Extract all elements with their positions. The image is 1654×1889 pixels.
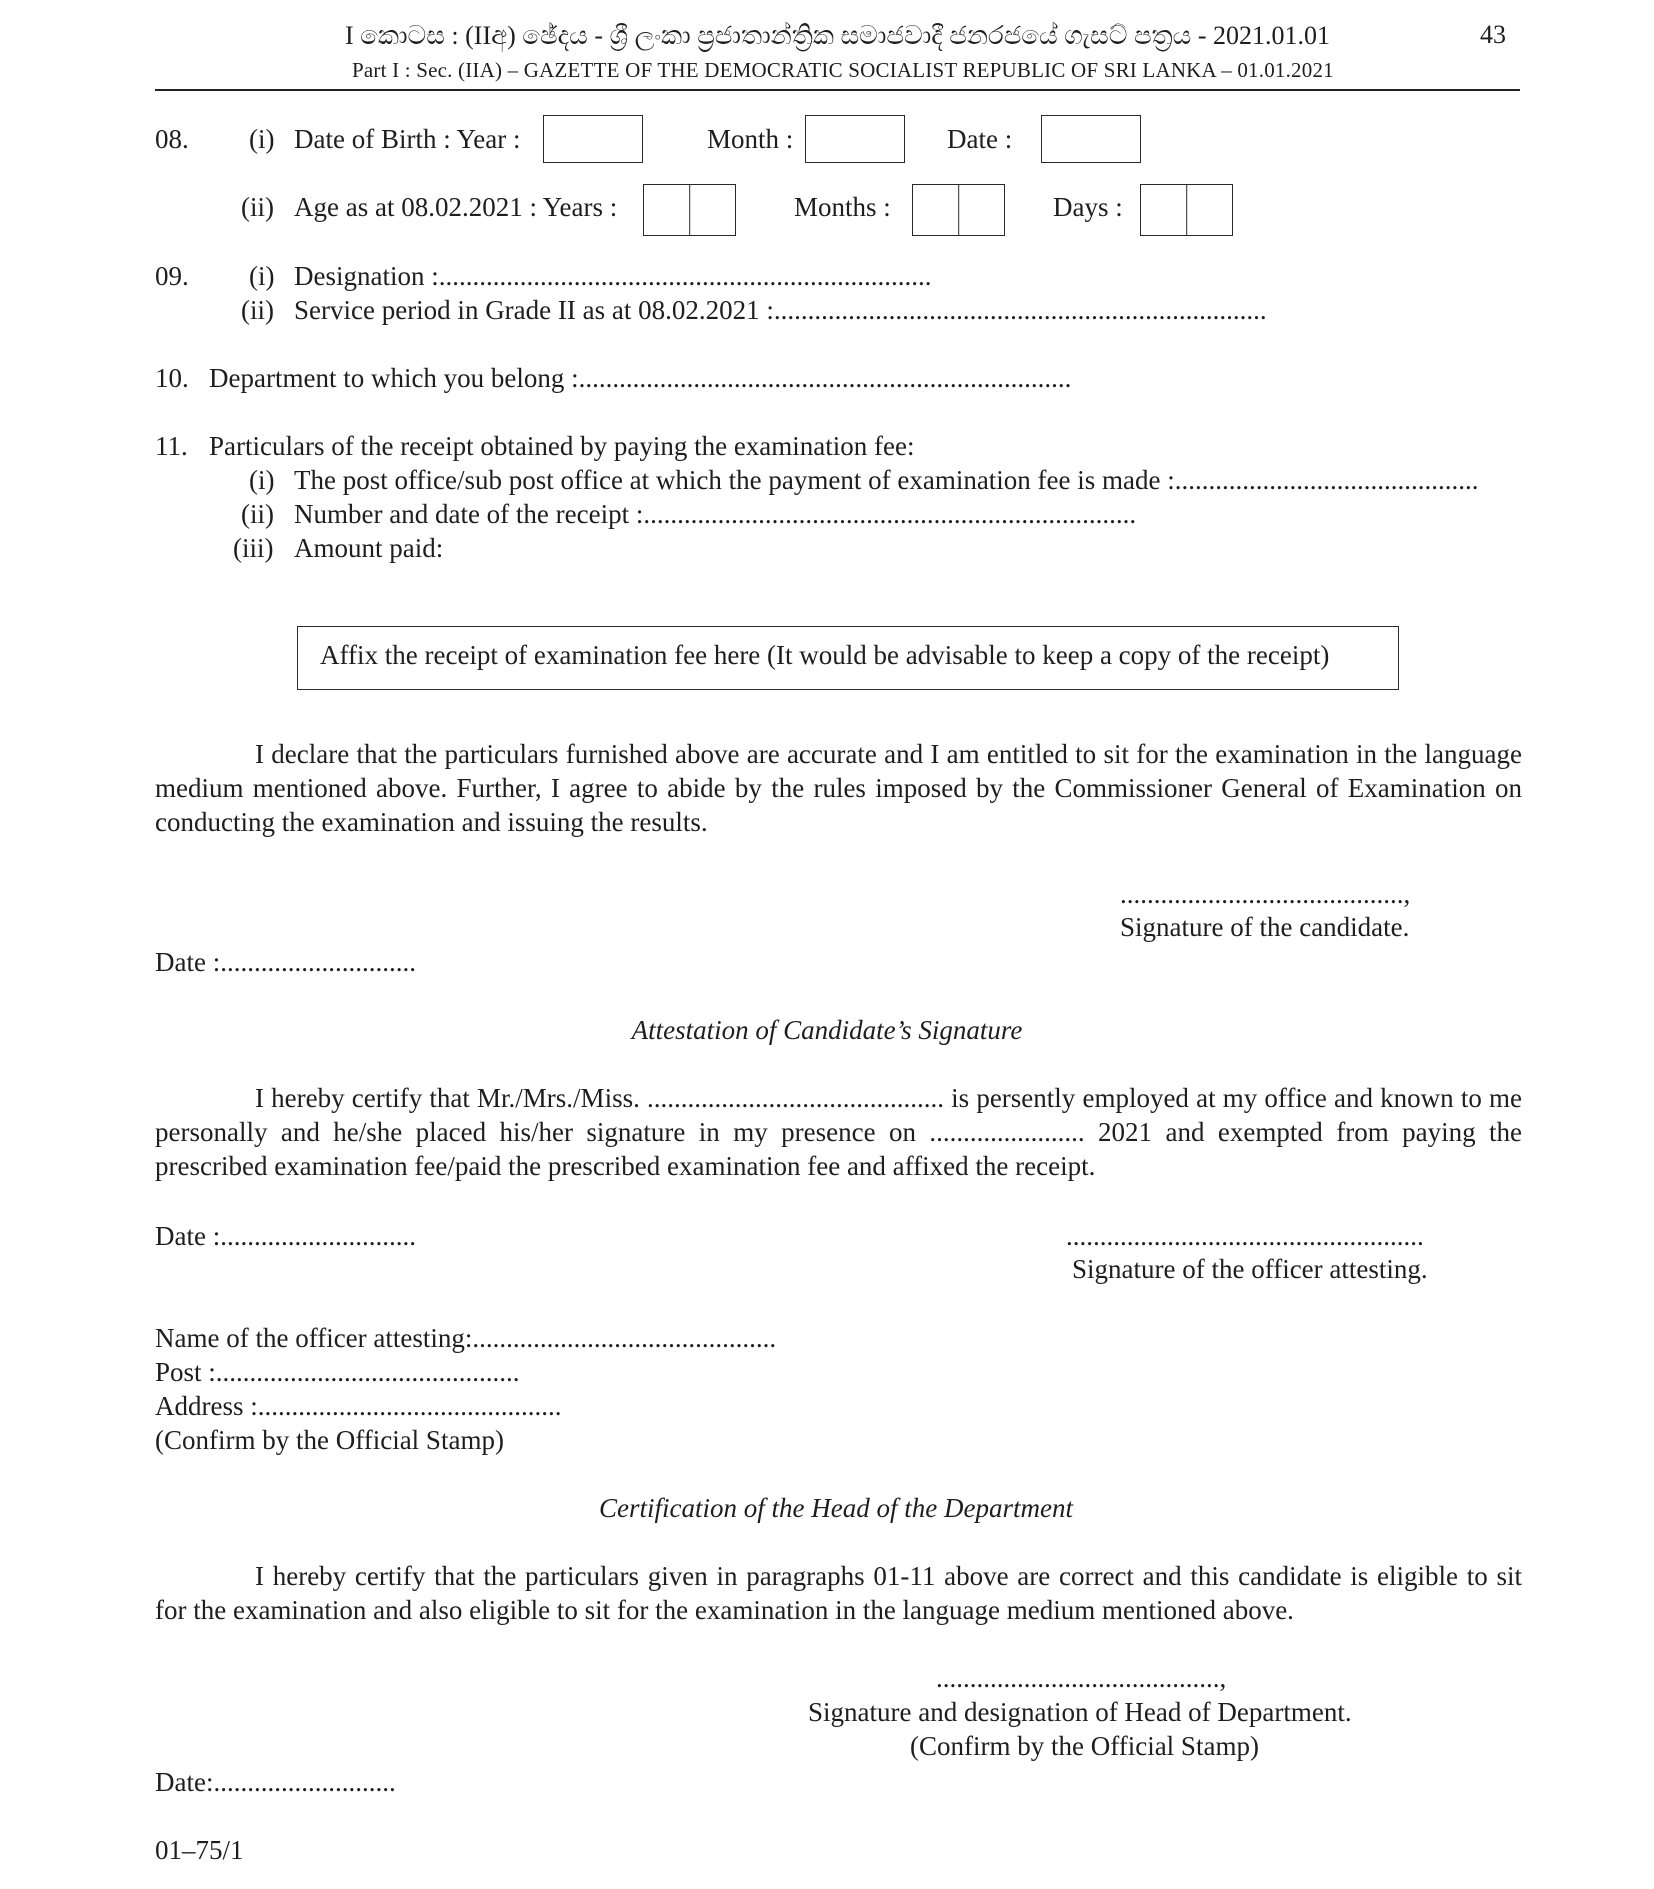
item-11-i-marker: (i) xyxy=(249,465,275,495)
candidate-signature-line[interactable]: .........................................., xyxy=(1120,879,1411,909)
item-09-number: 09. xyxy=(155,261,189,291)
birth-date-label: Date : xyxy=(947,124,1013,154)
officer-name-field[interactable]: Name of the officer attesting:............................................. xyxy=(155,1323,777,1353)
age-days-box[interactable] xyxy=(1140,184,1233,236)
attestation-date-field[interactable]: Date :............................. xyxy=(155,1221,416,1251)
certification-paragraph: I hereby certify that the particulars given in paragraphs 01-11 above are correct and this candidate is eligible to sit for the examination and also eligible to sit for the examination in the language medium mentioned above. xyxy=(155,1561,1522,1625)
attestation-stamp-note: (Confirm by the Official Stamp) xyxy=(155,1425,504,1455)
receipt-number-date-field[interactable]: Number and date of the receipt :......................................................................... xyxy=(294,499,1137,529)
item-10-number: 10. xyxy=(155,363,189,393)
item-08-number: 08. xyxy=(155,124,189,154)
candidate-signature-label: Signature of the candidate. xyxy=(1120,912,1410,942)
head-signature-line[interactable]: .........................................., xyxy=(936,1663,1227,1693)
age-label: Age as at 08.02.2021 : Years : xyxy=(294,192,618,222)
age-months-box[interactable] xyxy=(912,184,1005,236)
head-signature-label: Signature and designation of Head of Department. xyxy=(808,1697,1352,1727)
date-of-birth-label: Date of Birth : Year : xyxy=(294,124,521,154)
receipt-affix-instruction: Affix the receipt of examination fee here (It would be advisable to keep a copy of the receipt) xyxy=(320,640,1330,670)
birth-month-label: Month : xyxy=(707,124,794,154)
officer-post-field[interactable]: Post :............................................. xyxy=(155,1357,520,1387)
birth-date-box[interactable] xyxy=(1041,115,1141,163)
page-number: 43 xyxy=(1480,20,1506,49)
gazette-header-sinhala: I කොටස : (IIඅ) ඡේදය - ශ්‍රී ලංකා ප්‍රජාතාන්ත්‍රික සමාජවාදී ජනරජයේ ගැසට් පත්‍රය - 2021.01.01 xyxy=(345,21,1331,50)
item-09-ii-marker: (ii) xyxy=(241,295,274,325)
age-days-label: Days : xyxy=(1053,192,1123,222)
officer-signature-line[interactable]: ..................................................... xyxy=(1066,1221,1424,1251)
head-stamp-note: (Confirm by the Official Stamp) xyxy=(910,1731,1259,1761)
item-09-i-marker: (i) xyxy=(249,261,275,291)
birth-year-box[interactable] xyxy=(543,115,643,163)
item-11-iii-marker: (iii) xyxy=(233,533,274,563)
attestation-heading: Attestation of Candidate’s Signature xyxy=(631,1015,1023,1045)
certification-date-field[interactable]: Date:........................... xyxy=(155,1767,396,1797)
item-11-number: 11. xyxy=(155,431,188,461)
designation-field[interactable]: Designation :......................................................................... xyxy=(294,261,932,291)
service-period-field[interactable]: Service period in Grade II as at 08.02.2021 :......................................................................... xyxy=(294,295,1267,325)
receipt-affix-box[interactable] xyxy=(297,626,1399,690)
item-08-ii-marker: (ii) xyxy=(241,192,274,222)
candidate-date-field[interactable]: Date :............................. xyxy=(155,947,416,977)
amount-paid-field[interactable]: Amount paid: xyxy=(294,533,444,563)
post-office-field[interactable]: The post office/sub post office at which the payment of examination fee is made :............................................. xyxy=(294,465,1479,495)
age-years-box[interactable] xyxy=(643,184,736,236)
footer-code: 01–75/1 xyxy=(155,1835,244,1865)
receipt-particulars-heading: Particulars of the receipt obtained by paying the examination fee: xyxy=(209,431,915,461)
attestation-paragraph: I hereby certify that Mr./Mrs./Miss. ............................................ is persently employed at my office and known to me personally and he/she placed his/her signature in my presence on ....................... 2021 and exempted from paying the prescribed examination fee/paid the prescribed examination fee and affixed the receipt. xyxy=(155,1083,1522,1181)
birth-month-box[interactable] xyxy=(805,115,905,163)
gazette-header-english: Part I : Sec. (IIA) – GAZETTE OF THE DEMOCRATIC SOCIALIST REPUBLIC OF SRI LANKA – 01.01.2021 xyxy=(352,58,1334,82)
officer-address-field[interactable]: Address :............................................. xyxy=(155,1391,562,1421)
officer-signature-label: Signature of the officer attesting. xyxy=(1072,1254,1428,1284)
declaration-paragraph: I declare that the particulars furnished above are accurate and I am entitled to sit for the examination in the language medium mentioned above. Further, I agree to abide by the rules imposed by the Commissioner General of Examination on conducting the examination and issuing the results. xyxy=(155,739,1522,837)
age-months-label: Months : xyxy=(794,192,891,222)
department-field[interactable]: Department to which you belong :......................................................................... xyxy=(209,363,1072,393)
header-divider xyxy=(155,89,1520,91)
item-08-i-marker: (i) xyxy=(249,124,275,154)
item-11-ii-marker: (ii) xyxy=(241,499,274,529)
certification-heading: Certification of the Head of the Department xyxy=(599,1493,1073,1523)
